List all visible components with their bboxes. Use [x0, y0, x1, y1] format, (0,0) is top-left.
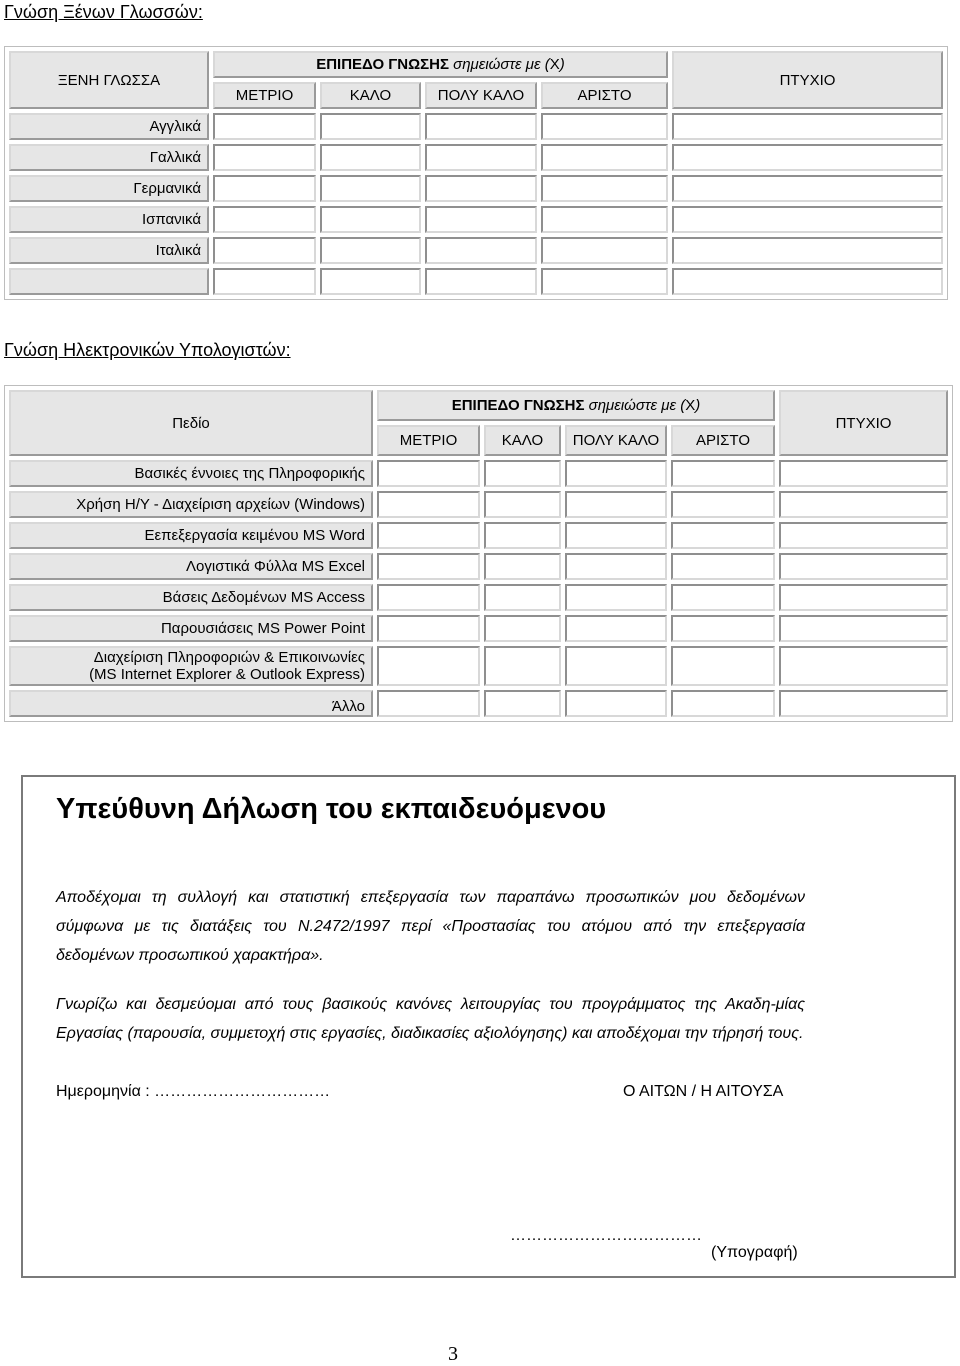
level-very-good: ΠΟΛΥ ΚΑΛΟ [425, 82, 537, 109]
declaration-paragraph-rules: Γνωρίζω και δεσμεύομαι από τους βασικούς κανόνες λειτουργίας του προγράμματος της Ακαδη-μίας Εργασίας (παρουσία, συμμετοχή στις εργασίες, διαδικασίες αξιολόγησης) και αποδέχομαι την τήρησή τους. [56, 996, 805, 1042]
mark-cell[interactable] [541, 237, 668, 264]
level-excellent: ΑΡΙΣΤΟ [541, 82, 668, 109]
level-good: ΚΑΛΟ [320, 82, 421, 109]
mark-cell[interactable] [377, 646, 480, 686]
language-label: Ιταλικά [9, 237, 209, 264]
mark-cell[interactable] [484, 615, 561, 642]
degree-cell[interactable] [779, 615, 948, 642]
mark-cell[interactable] [377, 491, 480, 518]
level-good: ΚΑΛΟ [484, 425, 561, 456]
degree-cell[interactable] [779, 460, 948, 487]
table-row [9, 522, 948, 549]
mark-cell[interactable] [377, 584, 480, 611]
col-degree-header: ΠΤΥΧΙΟ [672, 51, 943, 109]
page-number: 3 [448, 1343, 458, 1365]
table-row [9, 690, 948, 717]
mark-cell[interactable] [565, 584, 667, 611]
table-row [9, 175, 943, 202]
mark-cell[interactable] [671, 522, 775, 549]
level-average: ΜΕΤΡΙΟ [213, 82, 316, 109]
language-label [9, 268, 209, 295]
language-label: Γαλλικά [9, 144, 209, 171]
table-row [9, 237, 943, 264]
table-row [9, 615, 948, 642]
mark-cell[interactable] [425, 237, 537, 264]
degree-cell[interactable] [672, 144, 943, 171]
language-label: Αγγλικά [9, 113, 209, 140]
table-row [9, 646, 948, 686]
languages-table [4, 46, 948, 300]
field-label: Βασικές έννοιες της Πληροφορικής [9, 460, 373, 487]
date-field[interactable]: Ημερομηνία : …………………………… [56, 1083, 331, 1100]
mark-cell[interactable] [213, 237, 316, 264]
mark-cell[interactable] [671, 553, 775, 580]
field-label-info-comm: Διαχείριση Πληροφοριών & Επικοινωνίες (MS Internet Explorer & Outlook Express) [9, 646, 373, 686]
mark-cell[interactable] [671, 690, 775, 717]
mark-cell[interactable] [541, 268, 668, 295]
mark-cell[interactable] [320, 206, 421, 233]
field-label: Εεπεξεργασία κειμένου MS Word [9, 522, 373, 549]
mark-cell[interactable] [484, 584, 561, 611]
mark-cell[interactable] [213, 113, 316, 140]
declaration-paragraph-data-consent: Αποδέχομαι τη συλλογή και στατιστική επεξεργασία των παραπάνω προσωπικών μου δεδομένων σύμφωνα με τις διατάξεις του Ν.2472/1997 περί «Προστασίας του ατόμου από την επεξεργασία δεδομένων προσωπικού χαρακτήρα». [56, 889, 805, 964]
mark-cell[interactable] [320, 268, 421, 295]
mark-cell[interactable] [565, 615, 667, 642]
table-row [9, 206, 943, 233]
mark-cell[interactable] [425, 268, 537, 295]
table-row [9, 144, 943, 171]
mark-cell[interactable] [541, 175, 668, 202]
table-row [9, 553, 948, 580]
signature-label: (Υπογραφή) [711, 1244, 798, 1261]
language-label: Ισπανικά [9, 206, 209, 233]
mark-cell[interactable] [565, 491, 667, 518]
degree-cell[interactable] [779, 522, 948, 549]
table-row [9, 584, 948, 611]
mark-cell[interactable] [320, 113, 421, 140]
computers-table [4, 385, 953, 722]
mark-cell[interactable] [671, 584, 775, 611]
mark-cell[interactable] [320, 237, 421, 264]
degree-cell[interactable] [779, 553, 948, 580]
mark-cell[interactable] [541, 113, 668, 140]
mark-cell[interactable] [425, 175, 537, 202]
mark-cell[interactable] [565, 553, 667, 580]
applicant-label: Ο ΑΙΤΩΝ / Η ΑΙΤΟΥΣΑ [623, 1083, 784, 1100]
degree-cell[interactable] [672, 113, 943, 140]
mark-cell[interactable] [484, 522, 561, 549]
mark-cell[interactable] [484, 491, 561, 518]
declaration-title: Υπεύθυνη Δήλωση του εκπαιδευόμενου [56, 793, 607, 825]
col-field-header: Πεδίο [9, 390, 373, 456]
mark-cell[interactable] [671, 491, 775, 518]
degree-cell[interactable] [672, 268, 943, 295]
language-label: Γερμανικά [9, 175, 209, 202]
field-label: Χρήση Η/Υ - Διαχείριση αρχείων (Windows) [9, 491, 373, 518]
mark-cell[interactable] [425, 144, 537, 171]
col-language-header: ΞΕΝΗ ΓΛΩΣΣΑ [9, 51, 209, 109]
level-very-good: ΠΟΛΥ ΚΑΛΟ [565, 425, 667, 456]
degree-cell[interactable] [779, 646, 948, 686]
table-row [9, 268, 943, 295]
mark-cell[interactable] [565, 646, 667, 686]
mark-cell[interactable] [213, 206, 316, 233]
declaration-box [21, 775, 956, 1278]
degree-cell[interactable] [779, 584, 948, 611]
computers-title: Γνώση Ηλεκτρονικών Υπολογιστών: [4, 340, 291, 360]
table-row [9, 113, 943, 140]
degree-cell[interactable] [779, 491, 948, 518]
field-label: Λογιστικά Φύλλα MS Excel [9, 553, 373, 580]
languages-title: Γνώση Ξένων Γλωσσών: [4, 2, 203, 22]
mark-cell[interactable] [484, 553, 561, 580]
mark-cell[interactable] [377, 460, 480, 487]
mark-cell[interactable] [377, 615, 480, 642]
mark-cell[interactable] [541, 206, 668, 233]
field-label: Παρουσιάσεις MS Power Point [9, 615, 373, 642]
mark-cell[interactable] [377, 690, 480, 717]
mark-cell[interactable] [377, 553, 480, 580]
mark-cell[interactable] [320, 144, 421, 171]
degree-cell[interactable] [672, 206, 943, 233]
mark-cell[interactable] [484, 646, 561, 686]
mark-cell[interactable] [565, 522, 667, 549]
level-header: ΕΠΙΠΕΔΟ ΓΝΩΣΗΣ σημειώστε με (Χ) [213, 51, 668, 78]
field-label: Βάσεις Δεδομένων MS Access [9, 584, 373, 611]
mark-cell[interactable] [541, 144, 668, 171]
table-row [9, 460, 948, 487]
mark-cell[interactable] [671, 460, 775, 487]
table-row [9, 491, 948, 518]
mark-cell[interactable] [484, 460, 561, 487]
mark-cell[interactable] [320, 175, 421, 202]
mark-cell[interactable] [425, 206, 537, 233]
mark-cell[interactable] [425, 113, 537, 140]
level-average: ΜΕΤΡΙΟ [377, 425, 480, 456]
col-degree-header: ΠΤΥΧΙΟ [779, 390, 948, 456]
mark-cell[interactable] [484, 690, 561, 717]
mark-cell[interactable] [671, 646, 775, 686]
mark-cell[interactable] [213, 268, 316, 295]
field-label-other: Άλλο [9, 690, 373, 717]
mark-cell[interactable] [671, 615, 775, 642]
level-excellent: ΑΡΙΣΤΟ [671, 425, 775, 456]
mark-cell[interactable] [377, 522, 480, 549]
mark-cell[interactable] [565, 460, 667, 487]
degree-cell[interactable] [672, 175, 943, 202]
mark-cell[interactable] [213, 175, 316, 202]
degree-cell[interactable] [779, 690, 948, 717]
mark-cell[interactable] [565, 690, 667, 717]
degree-cell[interactable] [672, 237, 943, 264]
signature-line[interactable]: ……………………………… [510, 1227, 702, 1244]
mark-cell[interactable] [213, 144, 316, 171]
level-header: ΕΠΙΠΕΔΟ ΓΝΩΣΗΣ σημειώστε με (Χ) [377, 390, 775, 421]
